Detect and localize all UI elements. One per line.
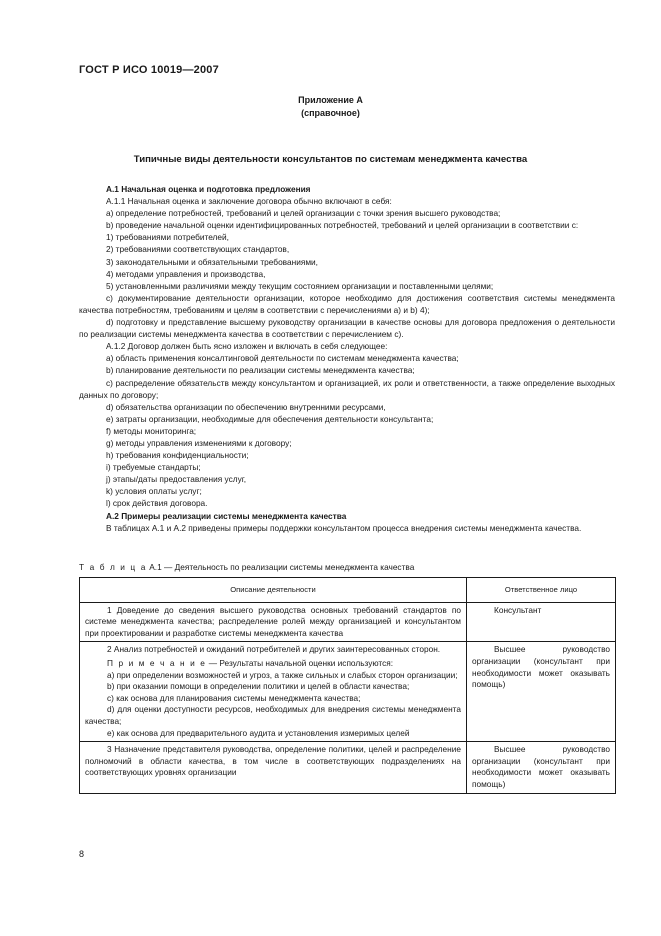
- list-item-a11-a: а) определение потребностей, требований и целей организации с точки зрения высшего руководства;: [106, 208, 501, 219]
- list-item-a12-h: h) требования конфиденциальности;: [106, 450, 249, 461]
- list-item-a11-b-2: 2) требованиями соответствующих стандартов,: [106, 244, 290, 255]
- table-caption-text: А.1 — Деятельность по реализации системы менеджмента качества: [149, 562, 415, 572]
- list-item-a12-i: i) требуемые стандарты;: [106, 462, 201, 473]
- list-item-a11-b-1: 1) требованиями потребителей,: [106, 232, 229, 243]
- section-a2-heading: А.2 Примеры реализации системы менеджмента качества: [106, 510, 347, 521]
- section-a1-heading: А.1 Начальная оценка и подготовка предложения: [106, 184, 311, 194]
- row2-item-b: b) при оказании помощи в определении политики и целей в области качества;: [107, 681, 410, 692]
- row2-note: [85, 658, 461, 670]
- page-number: 8: [79, 849, 85, 859]
- list-item-a12-k: k) условия оплаты услуг;: [106, 486, 202, 497]
- main-title: Типичные виды деятельности консультантов по системам менеджмента качества: [133, 154, 528, 165]
- table-cell-responsible: Высшее руководство организации (консультант при необходимости может оказывать помощь): [467, 742, 616, 793]
- table-cell-responsible: Консультант: [467, 602, 616, 642]
- list-item-a12-c: с) распределение обязательств между консультантом и организацией, их роли и ответственности, а также определение выходных данных по договору;: [79, 377, 615, 400]
- list-item-a12-g: g) методы управления изменениями к договору;: [106, 437, 292, 448]
- table-header-description: Описание деятельности: [80, 578, 467, 603]
- table-cell-responsible: Высшее руководство организации (консультант при необходимости может оказывать помощь): [467, 642, 616, 742]
- table-caption: [79, 561, 414, 573]
- list-item-a11-c: с) документирование деятельности организации, которое необходимо для достижения соответствия системы менеджмента качества потребностям, требованиям и целям в соответствии с перечислениями а) и b) 4);: [79, 292, 615, 315]
- list-item-a12-b: b) планирование деятельности по реализации системы менеджмента качества;: [106, 365, 415, 376]
- row2-item-e: е) как основа для предварительного аудита и установления измеримых целей: [107, 727, 410, 738]
- table-cell-description: 3 Назначение представителя руководства, определение политики, целей и распределение полномочий в области качества, в том числе в соответствующих подразделениях на соответствующих уровнях организации: [80, 742, 467, 793]
- annex-title: Приложение А: [298, 95, 363, 105]
- list-item-a12-f: f) методы мониторинга;: [106, 425, 197, 436]
- table-cell-description: [80, 642, 467, 742]
- row2-item-c: с) как основа для планирования системы менеджмента качества;: [107, 692, 361, 703]
- list-item-a11-b: b) проведение начальной оценки идентифицированных потребностей, требований и целей организации в соответствии с:: [106, 220, 579, 231]
- annex-heading: [0, 94, 661, 120]
- row2-note-text: — Результаты начальной оценки используются:: [208, 657, 394, 668]
- list-item-a12-a: а) область применения консалтинговой деятельности по системам менеджмента качества;: [106, 353, 459, 364]
- list-item-a12-d: d) обязательства организации по обеспечению внутренними ресурсами,: [106, 401, 386, 412]
- list-item-a12-l: l) срок действия договора.: [106, 498, 208, 509]
- table-header-row: [80, 578, 616, 603]
- paragraph-a11-intro: А.1.1 Начальная оценка и заключение договора обычно включают в себя:: [106, 196, 392, 207]
- list-item-a11-b-3: 3) законодательными и обязательными требованиями,: [106, 256, 318, 267]
- row2-note-label: П р и м е ч а н и е: [107, 657, 207, 668]
- row2-text: 2 Анализ потребностей и ожиданий потребителей и других заинтересованных сторон.: [107, 644, 441, 655]
- table-row: [80, 742, 616, 793]
- annex-subtitle: (справочное): [301, 108, 360, 118]
- table-header-responsible: Ответственное лицо: [467, 578, 616, 603]
- row2-item-d: d) для оценки доступности ресурсов, необходимых для внедрения системы менеджмента качества;: [85, 704, 461, 726]
- list-item-a11-b-4: 4) методами управления и производства,: [106, 268, 266, 279]
- table-cell-description: 1 Доведение до сведения высшего руководства основных требований стандартов по системе менеджмента качества; распределение ролей между организацией и консультантом при проектировании и разработке системы менеджмента качества: [80, 602, 467, 642]
- list-item-a12-j: j) этапы/даты предоставления услуг,: [106, 474, 247, 485]
- row2-item-a: а) при определении возможностей и угроз, а также сильных и слабых сторон организации;: [107, 669, 458, 680]
- table-row: [80, 642, 616, 742]
- document-code: ГОСТ Р ИСО 10019—2007: [79, 64, 219, 76]
- document-body: [79, 183, 615, 534]
- activity-table: [79, 577, 616, 794]
- paragraph-a2: В таблицах А.1 и А.2 приведены примеры поддержки консультантом процесса внедрения системы менеджмента качества.: [106, 522, 582, 533]
- table-caption-label: Т а б л и ц а: [79, 562, 147, 572]
- table-row: [80, 602, 616, 642]
- list-item-a11-b-5: 5) установленными различиями между текущим состоянием организации и поставленными целями;: [106, 280, 494, 291]
- paragraph-a12-intro: А.1.2 Договор должен быть ясно изложен и включать в себя следующее:: [106, 341, 388, 352]
- list-item-a11-d: d) подготовку и представление высшему руководству организации в качестве основы для договора предложения о деятельности по реализации системы менеджмента качества в соответствии с перечислением с).: [79, 317, 615, 340]
- list-item-a12-e: е) затраты организации, необходимые для обеспечения деятельности консультанта;: [106, 413, 434, 424]
